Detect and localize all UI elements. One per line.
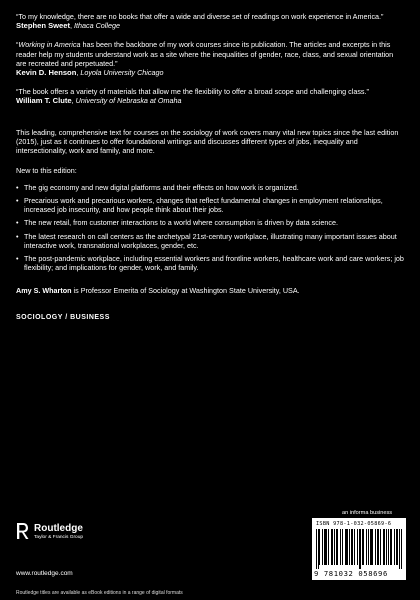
barcode-bar xyxy=(324,529,325,565)
new-edition-heading: New to this edition: xyxy=(16,165,77,175)
barcode-bar xyxy=(371,529,372,565)
barcode-bar xyxy=(349,529,350,565)
bullet-icon: • xyxy=(16,196,19,206)
bullet-icon: • xyxy=(16,231,19,241)
author-description: is Professor Emerita of Sociology at Washington State University, USA. xyxy=(71,286,300,296)
bullet-icon: • xyxy=(16,218,19,228)
barcode-bar xyxy=(346,529,347,565)
routledge-logo-icon xyxy=(16,522,30,540)
open-quote: “ xyxy=(16,40,19,50)
barcode-bar xyxy=(388,529,389,565)
barcode-bar xyxy=(316,529,317,569)
subject-category: SOCIOLOGY / BUSINESS xyxy=(16,313,110,321)
barcode-bar xyxy=(336,529,337,565)
endorser-name: Stephen Sweet xyxy=(16,21,71,31)
barcode-bar xyxy=(362,529,363,565)
publisher-website: www.routledge.com xyxy=(16,570,73,577)
barcode-bar xyxy=(325,529,326,565)
barcode-bar xyxy=(342,529,343,565)
barcode-bar xyxy=(328,529,329,565)
barcode-bar xyxy=(340,529,341,565)
barcode-bar xyxy=(368,529,369,565)
endorsement-3: “The book offers a variety of materials that allow me the flexibility to offer a broad scope and challenging class.” William T. Clute, University of Nebraska at Omaha xyxy=(16,87,404,105)
barcode-bar xyxy=(391,529,392,565)
barcode-bar xyxy=(386,529,387,565)
barcode-bar xyxy=(363,529,364,565)
cover-content xyxy=(16,12,404,321)
endorser-affiliation: Loyola University Chicago xyxy=(80,68,164,78)
barcode-bar xyxy=(396,529,397,565)
endorsement-2: “Working in America has been the backbone of my work courses since its publication. The articles and excerpts in this reader help my students understand work as a site where the inequalities of gender, race, class, and sexual orientation are recreated and perpetuated.” Kevin D. Henson, Loyola University Chicago xyxy=(16,40,394,78)
barcode-bar xyxy=(397,529,398,565)
ebook-note: Routledge titles are available as eBook editions in a range of digital formats xyxy=(16,590,183,596)
barcode-bar xyxy=(345,529,346,565)
publisher-name: Routledge xyxy=(34,523,83,534)
list-item: • The new retail, from customer interactions to a world where consumption is driven by data science. xyxy=(16,218,338,228)
endorser-name: Kevin D. Henson xyxy=(16,68,77,78)
barcode-bar xyxy=(377,529,378,565)
list-item: • The latest research on call centers as the archetypal 21st-century workplace, illustrating many important issues about interactive work, transnational workplaces, gender, etc. xyxy=(16,231,397,250)
bullet-icon: • xyxy=(16,254,19,264)
barcode-bar xyxy=(318,529,319,569)
list-item: • Precarious work and precarious workers, changes that reflect fundamental changes in employment relationships, increased job insecurity, and how people think about their jobs. xyxy=(16,196,383,215)
list-item: • The post-pandemic workplace, including essential workers and frontline workers, healthcare work and care workers; job flexibility; and implications for gender, work, and family. xyxy=(16,254,404,273)
endorser-affiliation: University of Nebraska at Omaha xyxy=(75,96,182,106)
barcode-bar xyxy=(380,529,381,565)
barcode-bar xyxy=(334,529,335,565)
barcode-bar xyxy=(326,529,327,565)
barcode-bar xyxy=(322,529,323,565)
barcode-bar xyxy=(399,529,400,569)
barcode-bar xyxy=(352,529,353,565)
barcode-bar xyxy=(401,529,402,569)
barcode-bar xyxy=(372,529,373,565)
informa-label: an informa business xyxy=(342,510,393,516)
isbn-text: ISBN 978-1-032-05869-6 xyxy=(316,521,392,527)
barcode-bar xyxy=(383,529,384,565)
barcode-bar xyxy=(337,529,338,565)
barcode-bar xyxy=(360,529,361,569)
endorsement-text: “The book offers a variety of materials that allow me the flexibility to offer a broad scope and challenging class.” xyxy=(16,87,369,97)
barcode-bar xyxy=(331,529,332,565)
endorsement-text: “To my knowledge, there are no books that offer a wide and diverse set of readings on work experience in America.” xyxy=(16,12,384,21)
list-item: • The gig economy and new digital platforms and their effects on how work is organized. xyxy=(16,182,299,192)
author-name: Amy S. Wharton xyxy=(16,286,72,296)
new-edition-list xyxy=(16,183,404,273)
endorser-name: William T. Clute xyxy=(16,96,72,106)
bullet-icon: • xyxy=(16,182,19,192)
barcode-bar xyxy=(384,529,385,565)
barcode-bar xyxy=(359,529,360,569)
barcode-bar xyxy=(351,529,352,565)
author-bio xyxy=(16,286,404,295)
barcode-bar xyxy=(347,529,348,565)
barcode-icon xyxy=(316,529,402,569)
barcode-bar xyxy=(357,529,358,565)
barcode-digits: 9 781032 058696 xyxy=(314,569,388,578)
endorser-affiliation: Ithaca College xyxy=(74,21,120,31)
barcode-bar xyxy=(375,529,376,565)
endorsement-text: has been the backbone of my work courses since its publication. The articles and excerpts in this reader help my students understand work as a site where the inequalities of gender, race, class, and sexual orientation are recreated and perpetuated.” xyxy=(16,40,394,68)
barcode-bar xyxy=(390,529,391,565)
barcode-bar xyxy=(332,529,333,565)
endorsement-1: “To my knowledge, there are no books that offer a wide and diverse set of readings on work experience in America.” Stephen Sweet, Ithaca College xyxy=(16,12,404,30)
barcode-bar xyxy=(394,529,395,565)
barcode-bar xyxy=(370,529,371,565)
book-title-italic: Working in America xyxy=(18,40,81,50)
barcode-bar xyxy=(354,529,355,565)
barcode-bar xyxy=(366,529,367,565)
publisher-subtitle: Taylor & Francis Group xyxy=(34,535,84,540)
barcode-bar xyxy=(378,529,379,565)
barcode-bar xyxy=(319,529,320,565)
cover-footer xyxy=(0,490,420,600)
barcode-box xyxy=(312,518,406,580)
book-description: This leading, comprehensive text for courses on the sociology of work covers many vital new topics since the last edition (2015), just as it continues to offer foundational writings and discusses different types of jobs, inequality and intersectionality, work and family, and more. xyxy=(16,127,399,156)
